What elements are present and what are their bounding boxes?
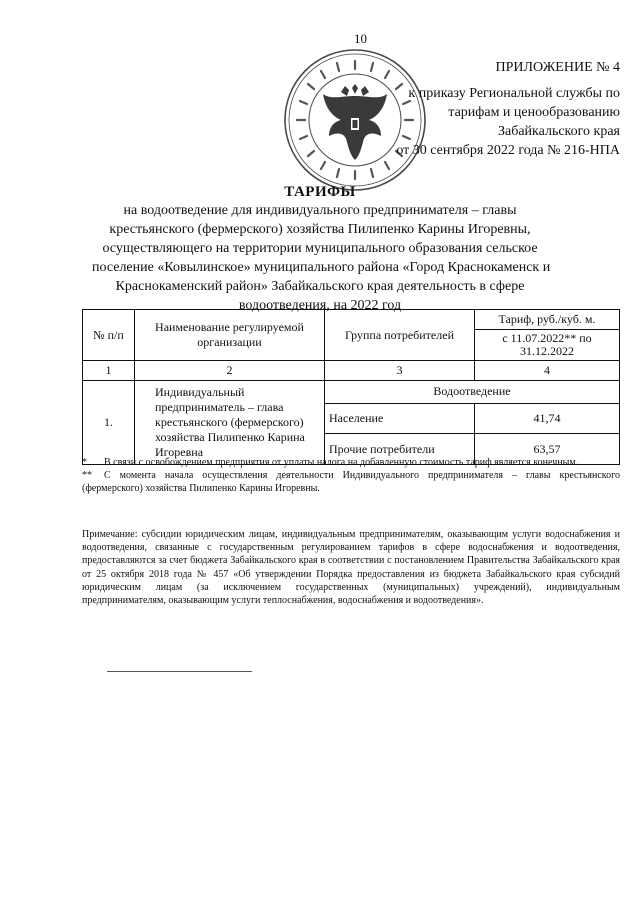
- tariff-table: [82, 309, 620, 465]
- document-subtitle: [92, 201, 551, 315]
- footnote-text: С момента начала осуществления деятельности Индивидуального предпринимателя – главы крестьянского (фермерского) хозяйства Пилипенко Карины Игоревны.: [82, 470, 620, 494]
- header-period: с 11.07.2022** по 31.12.2022: [475, 330, 620, 361]
- consumer-group: Прочие потребители: [325, 434, 475, 465]
- appendix-line: от 30 сентября 2022 года № 216-НПА: [396, 143, 620, 158]
- document-title: ТАРИФЫ: [284, 184, 356, 200]
- footnote-text: В связи с освобождением предприятия от уплаты налога на добавленную стоимость тариф является конечным.: [104, 457, 579, 468]
- page-number: 10: [354, 31, 367, 46]
- column-number: 2: [135, 361, 325, 381]
- service-name: Водоотведение: [325, 381, 620, 404]
- subtitle-line: осуществляющего на территории муниципального образования сельское: [102, 241, 538, 256]
- appendix-line: тарифам и ценообразованию: [448, 105, 620, 120]
- subtitle-line: водоотведения, на 2022 год: [238, 298, 402, 313]
- organization-name: Индивидуальный предприниматель – глава крестьянского (фермерского) хозяйства Пилипенко Карина Игоревна: [135, 381, 325, 465]
- footnote: [82, 469, 620, 495]
- separator-line: [107, 671, 252, 672]
- column-number: 4: [475, 361, 620, 381]
- subtitle-line: на водоотведение для индивидуального предпринимателя – главы: [123, 203, 517, 218]
- subtitle-line: крестьянского (фермерского) хозяйства Пилипенко Карины Игоревны,: [109, 222, 531, 237]
- header-tariff: Тариф, руб./куб. м.: [475, 310, 620, 330]
- row-number: 1.: [83, 381, 135, 465]
- footnotes: [82, 456, 620, 495]
- appendix-line: Забайкальского края: [497, 124, 620, 139]
- column-number: 1: [83, 361, 135, 381]
- footnote-mark: **: [82, 470, 92, 481]
- subtitle-line: поселение «Ковылинское» муниципального района «Город Краснокаменск и: [92, 260, 551, 275]
- tariff-value: 63,57: [475, 434, 620, 465]
- header-org: Наименование регулируемой организации: [135, 310, 325, 361]
- header-num: № п/п: [83, 310, 135, 361]
- subtitle-line: Краснокаменский район» Забайкальского края деятельность в сфере: [115, 279, 525, 294]
- appendix-block: [350, 58, 620, 160]
- footnote: [82, 456, 620, 469]
- note-paragraph: Примечание: субсидии юридическим лицам, индивидуальным предпринимателям, оказывающим услуги водоснабжения и водоотведения, связанные с государственным регулированием тарифов в сфере водоснабжения и водоотведения, предоставляются за счет бюджета Забайкальского края в соответствии с постановлением Правительства Забайкальского края от 25 октября 2018 года № 457 «Об утверждении Порядка предоставления из бюджета Забайкальского края субсидий юридическим лицам (за исключением государственных (муниципальных) учреждений), индивидуальным предпринимателям, оказывающим услуги теплоснабжения, водоснабжения и водоотведения».: [82, 529, 620, 607]
- tariff-value: 41,74: [475, 403, 620, 434]
- appendix-title: ПРИЛОЖЕНИЕ № 4: [495, 60, 620, 75]
- footnote-mark: *: [82, 457, 87, 468]
- appendix-line: к приказу Региональной службы по: [408, 86, 620, 101]
- header-group: Группа потребителей: [325, 310, 475, 361]
- consumer-group: Население: [325, 403, 475, 434]
- column-number: 3: [325, 361, 475, 381]
